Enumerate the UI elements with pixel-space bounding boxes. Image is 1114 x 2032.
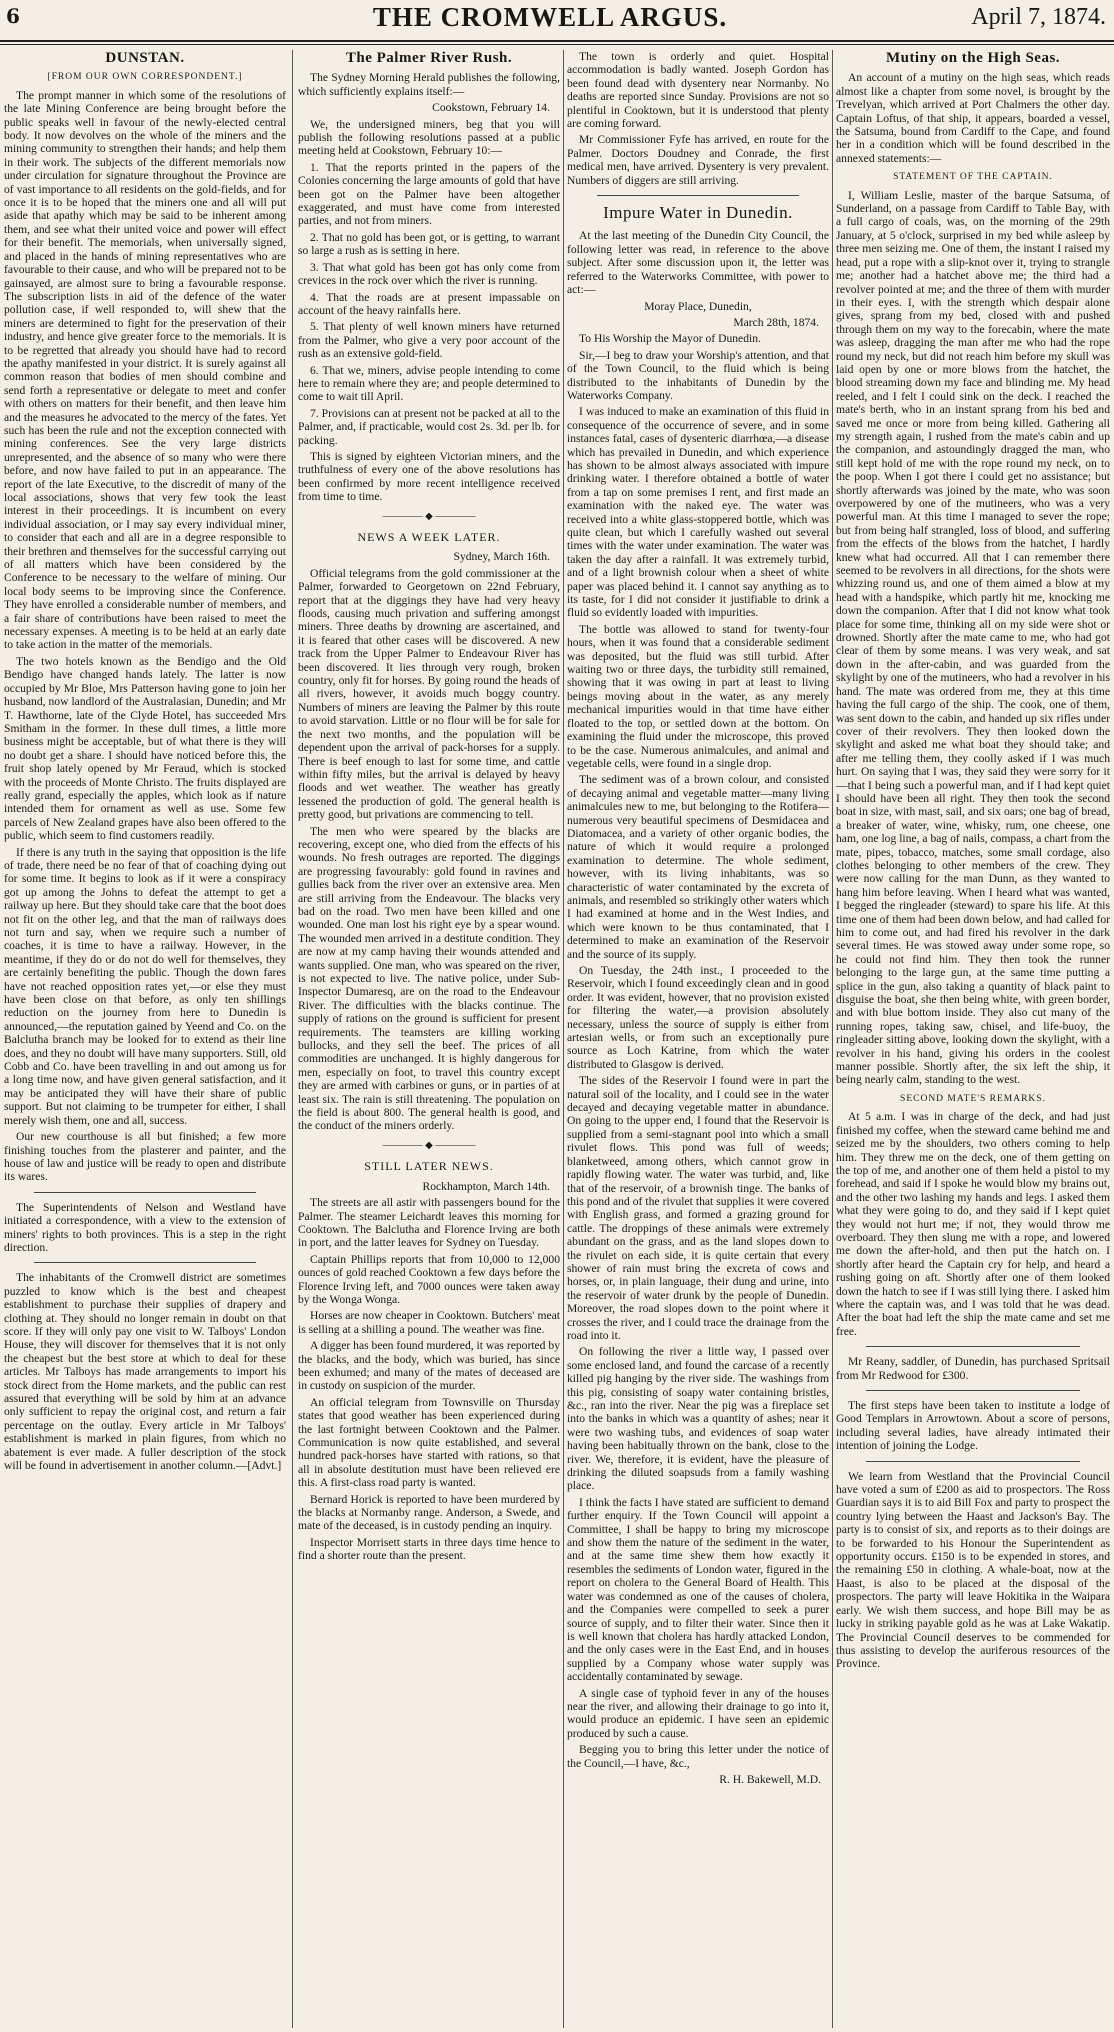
advertisement-notice: The inhabitants of the Cromwell district are sometimes puzzled to know which is the best and cheapest establishment to purchase their supplies of drapery and clothing at. They should no longer remain in doubt on that score. If they will only pay one visit to W. Talboys' London House, they will discover for themselves that it is not only the cheapest but the best store at which to deal for these articles. Mr Talboys has made arrangements to import his stock direct from the Home markets, and the public can rest assured that everything will be sold by him at an advance only sufficient to repay the original cost, and return a fair percentage on the outlay. Every article in Mr Talboys' establishment is marked in plain figures, from which no abatement is ever made. A fuller description of the stock will be found in advertisement in another column.—[Advt.]	[4, 1271, 286, 1473]
section-rule	[866, 1390, 1080, 1391]
article-paragraph: Mr Commissioner Fyfe has arrived, en route for the Palmer. Doctors Doudney and Conrade, the first medical men, have arrived. Dysentery is very prevalent. Numbers of diggers are still arriving.	[567, 133, 829, 187]
newspaper-title: THE CROMWELL ARGUS.	[372, 2, 728, 32]
article-intro: The Sydney Morning Herald publishes the following, which sufficiently explains itself:—	[298, 71, 560, 98]
article-paragraph: The town is orderly and quiet. Hospital accommodation is badly wanted. Joseph Gordon has been found dead with dysentery near Normanby. No deaths are reported since Sunday. Provisions are not so plentiful in Cooktown, but it is understood that plenty are coming forward.	[567, 50, 829, 131]
article-paragraph: Official telegrams from the gold commissioner at the Palmer, forwarded to Georgetown on 22nd February, report that at the diggings they have had very heavy floods, causing much privation and suffering amongst miners. Three deaths by drowning are ascertained, and it is feared that other cases will be discovered. A new track from the Upper Palmer to Endeavour River has been discovered. It lies through very rough, broken country, only fit for horses. By going round the heads of all rivers, however, it avoids much boggy country. Numbers of miners are leaving the Palmer by this route to avoid starvation. Little or no flour will be for sale for the next two months, and the population will be dependent upon the arrival of pack-horses for a supply. There is beef enough to last for some time, and cattle within fifty miles, but the arrival is delayed by heavy floods and wet weather. The weather has greatly lessened the production of gold. The general health is pretty good, but privations are commencing to tell.	[298, 566, 560, 822]
article-paragraph: The two hotels known as the Bendigo and the Old Bendigo have changed hands lately. The latter is now occupied by Mr Bloe, Mrs Patterson having gone to join her husband, now landlord of the Australasian, Dunedin; and Mr T. Hawthorne, late of the Clyde Hotel, has succeeded Mrs Smitham in the former. In these dull times, a little more business might be acceptable, but of what there is they will no doubt get a share. I should have noticed before this, the fruit shop lately opened by Mr Feraud, which is stocked with the proceeds of Monte Christo. The fruits displayed are really grand, especially the apples, which look as if nature intended them for ornament as well as use. Some few parcels of New Zealand grapes have also been offered to the public, which seem to find customers readily.	[4, 654, 286, 843]
masthead-rule	[0, 40, 1114, 42]
section-rule	[34, 1262, 256, 1263]
article-paragraph: We, the undersigned miners, beg that you will publish the following resolutions passed at a public meeting held at Cookstown, February 10:—	[298, 117, 560, 158]
article-intro: An account of a mutiny on the high seas, which reads almost like a chapter from some novel, is brought by the Trevelyan, which arrived at Port Chalmers the other day. Captain Loftus, of that ship, it appears, boarded a vessel, the Satsuma, bound from Cardiff to the Cape, and found her in a condition which will be found described in the annexed statements:—	[836, 71, 1110, 165]
letter-paragraph: The sides of the Reservoir I found were in part the natural soil of the locality, and I could see in the water decayed and decaying vegetable matter in abundance. On going to the upper end, I found that the Reservoir is supplied from a semi-stagnant pool into which a small rivulet flows. This pond was full of weeds; blanketweed, among others, which cannot grow in rapidly flowing water. The water was turbid, and, like that of the reservoir, of a brownish tinge. The banks of this pond and of the rivulet that supplies it were covered with English grass, and formed a grazing ground for cattle. The droppings of these animals were extremely abundant on the grass, and as the land slopes down to the rivulet on each side, it is quite certain that every shower of rain must bring the excreta of cows and horses, or, in plain language, their dung and urine, into the reservoir of water drunk by the people of Dunedin. Moreover, the road slopes down to the point where it crosses the river, and I could trace the drainage from the road into it.	[567, 1074, 829, 1342]
article-heading-palmer: The Palmer River Rush.	[345, 50, 513, 66]
article-paragraph: At 5 a.m. I was in charge of the deck, and had just finished my coffee, when the steward came behind me and seized me by the shoulders, two others coming to help him. They threw me on the deck, one of them getting on the top of me, and another one of them held a pistol to my forehead, and said if I spoke he would blow my brains out, and the other two lashing my hands and legs. I asked them what they were going to do, and they said if I kept quiet they would not hurt me; if not, they would throw me overboard. They then slung me with a rope, and lowered me down the after-hold, and then put the hatch on. I shortly after heard the Captain cry for help, and heard a rushing going on aft. Shortly after one of them looked down the hatch to see if I was still lying there. I asked him where the captain was, and I was told that he was dead. After the boat had left the ship the mate came and set me free.	[836, 1110, 1110, 1338]
letter-paragraph: I was induced to make an examination of this fluid in consequence of the occurrence of severe, and in some instances fatal, cases of dysenteric diarrhœa,—a disease which has prevailed in Dunedin, and which experience has shown to be almost always associated with impure drinking water. I therefore obtained a bottle of water from a tap on some premises I rent, and first made an examination with the naked eye. The water was received into a white glass-stoppered bottle, which was quite clean, but which I carefully washed out several times with the water under examination. The water was taken the day after a rainfall. It was extremely turbid, and of a light brownish colour when a sheet of white paper was placed behind it. I cannot say anything as to its taste, for I did not consider it justifiable to drink a fluid so evidently loaded with impurities.	[567, 405, 829, 620]
letter-paragraph: Sir,—I beg to draw your Worship's attention, and that of the Town Council, to the fluid which is being distributed to the inhabitants of Dunedin by the Waterworks Company.	[567, 348, 829, 402]
dateline: Sydney, March 16th.	[453, 550, 550, 564]
column-4	[836, 50, 1110, 2028]
article-paragraph: Bernard Horick is reported to have been murdered by the blacks at Normanby range. Anderson, a Swede, and mate of the deceased, is in custody pending an inquiry.	[298, 1492, 560, 1533]
letter-paragraph: On following the river a little way, I passed over some enclosed land, and found the carcase of a recently killed pig hanging by the river side. The washings from this pig, consisting of soapy water containing bristles, &c., ran into the river. Near the pig was a fireplace set into the banks in which was a quantity of ashes; near it were two washing tubs, and evidences of soap water having been habitually thrown on the bank, close to the river. We, therefore, it is evident, have the pleasure of drinking the diluted soapsuds from a family washing place.	[567, 1345, 829, 1493]
ornament-divider: ———— ◆ ————	[382, 510, 476, 522]
subheading-second-mate: SECOND MATE'S REMARKS.	[900, 1093, 1046, 1104]
article-heading-dunstan: DUNSTAN.	[105, 50, 185, 66]
letter-salutation: To His Worship the Mayor of Dunedin.	[579, 332, 761, 346]
subheading-news-week-later: NEWS A WEEK LATER.	[357, 530, 501, 544]
article-paragraph: Our new courthouse is all but finished; a few more finishing touches from the plasterer and painter, and the house of law and justice will be ready to open and distribute its wares.	[4, 1130, 286, 1184]
letter-paragraph: The bottle was allowed to stand for twenty-four hours, when it was found that a considerable sediment was deposited, but the fluid was still turbid. After waiting two or three days, the turbidity still remained, showing that it was owing in part at least to living beings moving about in the water, as any merely mechanical impurities would in that time have either floated to the top, or settled down at the bottom. On examining the fluid under the microscope, this proved to be the case. Numerous animalcules, and animal and vegetable cells, were found in a single drop.	[567, 622, 829, 770]
article-paragraph: The men who were speared by the blacks are recovering, except one, who died from the effects of his wounds. No fresh outrages are reported. The diggings are progressing favourably: gold found in ravines and gullies back from the river over an extensive area. Men are still arriving from the Endeavour. The blacks very bad on the road. Two men have been killed and one wounded. One man lost his right eye by a spear wound. The wounded men arrived in a destitute condition. They are now at my camp having their wounds attended and wants supplied. One man, who was speared on the river, is not expected to live. The native police, under Sub-Inspector Dumaresq, are on the road to the Endeavour River. The difficulties with the blacks continue. The supply of rations on the ground is sufficient for present requirements. The teamsters are killing working bullocks, and they sell the beef. The prices of all commodities are unchanged. It is highly dangerous for men, especially on foot, to travel this country except they are armed with carbines or guns, or in parties of at least six. The rain is still threatening. The population on the field is about 800. The general health is good, and the conduct of the miners orderly.	[298, 824, 560, 1133]
letter-signature: R. H. Bakewell, M.D.	[719, 1772, 821, 1786]
byline: [FROM OUR OWN CORRESPONDENT.]	[47, 72, 243, 83]
article-paragraph: The streets are all astir with passengers bound for the Palmer. The steamer Leichardt leaves this morning for Cooktown. The Balclutha and Florence Irving are both in port, and the latter leaves for Sydney on Tuesday.	[298, 1196, 560, 1250]
column-3	[567, 50, 829, 2028]
article-paragraph: Inspector Morrisett starts in three days time hence to find a shorter route than the present.	[298, 1535, 560, 1563]
article-paragraph: Captain Phillips reports that from 10,000 to 12,000 ounces of gold reached Cooktown a few days before the Florence Irving left, and 7000 ounces were taken away by the Wonga Wonga.	[298, 1252, 560, 1306]
issue-date: April 7, 1874.	[971, 4, 1106, 30]
resolution-item: 3. That what gold has been got has only come from crevices in the rock over which the river is running.	[298, 260, 560, 288]
article-paragraph: This is signed by eighteen Victorian miners, and the truthfulness of every one of the above resolutions has been confirmed by more recent intelligence received from time to time.	[298, 449, 560, 504]
article-paragraph: An official telegram from Townsville on Thursday states that good weather has been experienced during the last fortnight between Cooktown and the Palmer. Communication is now quite established, and several hundred pack-horses have started with rations, so that all in absolute destitution must have been relieved ere this. A first-class road party is wanted.	[298, 1395, 560, 1490]
letter-paragraph: The sediment was of a brown colour, and consisted of decaying animal and vegetable matter—many living animalcules new to me, but belonging to the Rotifera—numerous very beautiful specimens of Desmidacea and Diatomacea, and a variety of other organic bodies, the nature of which it would require a prolonged examination to determine. The whole sediment, however, with its living inhabitants, was so characteristic of water contaminated by the excreta of animals, and resembled so strikingly other waters which I had examined at home and in the West Indies, and which were known to be thus contaminated, that I determined to make an examination of the Reservoir and the source of its supply.	[567, 773, 829, 961]
resolution-item: 6. That we, miners, advise people intending to come here to remain where they are; and people determined to come to wait till April.	[298, 363, 560, 404]
section-rule	[34, 1192, 256, 1193]
article-heading-impure-water: Impure Water in Dunedin.	[603, 203, 793, 223]
letter-date: March 28th, 1874.	[733, 315, 819, 329]
letter-address: Moray Place, Dunedin,	[644, 299, 752, 313]
column-divider	[563, 50, 564, 2028]
column-1	[4, 50, 286, 2028]
ornament-divider: ———— ◆ ————	[382, 1139, 476, 1151]
masthead	[0, 0, 1114, 36]
resolution-item: 2. That no gold has been got, or is getting, to warrant so large a rush as is setting in here.	[298, 230, 560, 258]
page-number: 6	[6, 4, 20, 28]
article-paragraph: The prompt manner in which some of the resolutions of the late Mining Conference are being brought before the public speaks well in favour of the newly-elected central body. It now devolves on the whole of the miners and the mining community to strengthen their hands; and help them in their work. The subjects of the different memorials now under circulation for signature throughout the Province are of vast importance to all residents on the gold-fields, and for once it is to be hoped that the miners one and all will put aside that apathy which may be said to be inherent among them, and see what their united voice and power will effect for their benefit. The memorials, when universally signed, and placed in the hands of mining representatives who are favourable to their cause, and who will be prepared not to be gainsayed, are almost sure to bring a favourable response. The subscription lists in aid of the defence of the water pollution case, if well responded to, will shew that the miners are determined to fight for the preservation of their industry, and hence give greater force to the memorials. It is to be regretted that already you should have had to record the apathy manifested in your district. It is surely against all common reason that bodies of men should combine and send forth a representative or delegate to meet and confer with others on matters for their benefit, and then leave him and the measures he advocated to the mercy of the fates. Yet such has been the rule and not the exception connected with mining conferences. See the very large districts unrepresented, and the absence of so many who were there before, and now have failed to put in an appearance. The report of the late Executive, to the discredit of many of the local associations, shows that very few took the least interest in their proceedings. It is incumbent on every individual association, or I may say every individual miner, to consider that each and all are in a degree responsible to their brethren and themselves for the successful carrying out of all matters which have been considered by the Conference to be necessary to the welfare of mining. Our local body seems to be improving since the Conference. They have enrolled a considerable number of members, and a fair share of contributions have been raised to meet the necessary expenses. A meeting is to be held at an early date to take action in the matter of the memorials.	[4, 88, 286, 652]
column-divider	[292, 50, 293, 2028]
article-paragraph: I, William Leslie, master of the barque Satsuma, of Sunderland, on a passage from Cardiff to Table Bay, with a full cargo of coals, was, on the morning of the 29th January, at 5 o'clock, surprised in my bed while asleep by three men seizing me. One of them, the instant I raised my head, put a rope with a slip-knot over it, trying to strangle me; another had a hatchet above me; the third had a revolver pointed at me; and the three of them with murder in their eyes. I, with the strength which despair alone gives, sprang from my bed, closed with and pushed through them on my way to the forecabin, where the mate was asleep, dragging the man after me who had the rope round my neck, but did not reach him before my skull was laid open by one or more blows from the hatchet, the blood streaming down my face and blinding me. My head reeled, and I felt I could sink on the deck. I reached the mate's berth, who in an instant sprang from his bed and saved me once or more from being killed. Gathering all my strength again, I rushed from the mate's cabin and up the companion, and astoundingly dragged the man, who still kept hold of me with the rope round my neck, on to the poop. When I got there I could get no assistance; but shortly afterwards was joined by the mate, who was soon overpowered by one of the mutineers, who was a very powerful man. At this time I managed to sever the rope; but from being half strangled, loss of blood, and suffering from the effects of the blows from the hatchet, I hardly knew what had occurred. All that I can remember there seemed to be revolvers in all directions, for the shots were whizzing round us, and one of them aimed a blow at my head with a handspike, which partly hit me, knocking me down the companion. After that I did not know what took place for some time, thinking all on my side were shot or drowned. Shortly after the mate came to me, who had got clear of them by some means. I was very weak, and sat down in the after-cabin, and was guarded from the skylight by one of the mutineers, who had a revolver in his hand. The mate was ordered from me, they at this time having the full cargo of the ship. The cook, one of them, was sent down to the cabin, and handed up six rifles under cover of their revolvers. They then looked down the skylight and asked me what boat they should take; and after me telling them, they coolly asked if I was much hurt. On saying that I was, they said they were sorry for it—that I being such a powerful man, and if I had kept quiet I should have been all right. They then took the second boat in size, with mast, sail, and six oars; one bag of bread, a breaker of water, wine, whisky, rum, one cheese, one ham, one log line, a bag of nails, compass, a chart from the mate, pipes, tobacco, matches, some small cordage, also clothes belonging to other members of the crew. They were now calling for the man Dunn, as they wanted to hang him before leaving. When I heard what was wanted, I begged the ringleader (steward) to spare his life. At this time one of them had been down below, and had called for him to come out, and had fired his revolver in the dark several times. He was stowed away under some rope, so he could not find him. They then took the runner belonging to the large gun, at the same time putting a splice in the gun, also taking a quantity of black paint to disguise the boat, she then being white, with green border, and with blue bottom inside. They also cut many of the running ropes, taking saw, chisel, and life-buoy, the ringleader sitting above, looking down the skylight, with a revolver in his hand, giving his orders in the coolest manner possible. Shortly after, the six left the ship, it being nearly calm, standing to the west.	[836, 188, 1110, 1087]
column-divider	[832, 50, 833, 2028]
news-item: The Superintendents of Nelson and Westland have initiated a correspondence, with a view to the extension of miners' rights to both provinces. This is a step in the right direction.	[4, 1200, 286, 1254]
letter-paragraph: Begging you to bring this letter under the notice of the Council,—I have, &c.,	[567, 1743, 829, 1770]
letter-paragraph: A single case of typhoid fever in any of the houses near the river, and allowing their drainage to go into it, would produce an epidemic. I have seen an epidemic produced by such a cause.	[567, 1686, 829, 1740]
subheading-still-later-news: STILL LATER NEWS.	[364, 1159, 494, 1174]
dateline: Cookstown, February 14.	[432, 101, 550, 115]
article-paragraph: If there is any truth in the saying that opposition is the life of trade, there need be no fear of that of coaching dying out for some time. It begins to look as if it were a conspiracy got up among the Johns to defeat the attempt to get a railway up here. But they should take care that the boot does not fit on the other leg, and that the man of railways does not turn and say, when we require such a number of coaches, it is time to have a railway. However, in the meantime, if they do or do not do well for themselves, they are certainly benefiting the public. Though the down fares have not reached opposition rates yet,—or else they must have been close on that before, as only ten shillings reduction on the journey from here to Dunedin is announced,—the reputation gained by Yeend and Co. on the Balclutha branch may be looked for to extend as their line does, and they no doubt will have many supporters. Still, old Cobb and Co. have been travelling in and out among us for a long time now, and have given general satisfaction, and it may be anticipated they will have their share of public support. But not claiming to be trumpeter for either, I shall merely wish them, one and all, success.	[4, 845, 286, 1127]
dateline: Rockhampton, March 14th.	[422, 1179, 550, 1193]
subheading-captain-statement: STATEMENT OF THE CAPTAIN.	[893, 172, 1053, 183]
news-item: Mr Reany, saddler, of Dunedin, has purchased Spritsail from Mr Redwood for £300.	[836, 1355, 1110, 1382]
resolution-item: 7. Provisions can at present not be packed at all to the Palmer, and, if practicable, would cost 2s. 3d. per lb. for packing.	[298, 406, 560, 447]
resolution-item: 4. That the roads are at present impassable on account of the heavy rainfalls here.	[298, 290, 560, 317]
news-item: We learn from Westland that the Provincial Council have voted a sum of £200 as aid to prospectors. The Ross Guardian says it is to aid Bill Fox and party to prospect the country lying between the Haast and Jackson's Bay. The party is to consist of six, and reports as to their doings are to be forwarded to his Honour the Superintendent as opportunity occurs. £150 is to be expended in stores, and the remaining £50 in clothing. A whale-boat, now at the Haast, is also to be placed at the disposal of the prospectors. The party will leave Hokitika in the Waipara early. We wish them success, and hope Bill may be as lucky in striking payable gold as he was at Lake Wakatip. The Provincial Council deserves to be commended for thus assisting to develop the auriferous resources of the Province.	[836, 1469, 1110, 1671]
article-intro: At the last meeting of the Dunedin City Council, the following letter was read, in reference to the above subject. After some discussion upon it, the letter was referred to the Waterworks Committee, with power to act:—	[567, 229, 829, 297]
letter-paragraph: I think the facts I have stated are sufficient to demand further enquiry. If the Town Council will appoint a Committee, I shall be happy to bring my microscope and show them the nature of the sediment in the water, and at the same time shew them how exactly it resembles the sediments of London water, figured in the report on cholera to the General Board of Health. This water was condemned as one of the causes of cholera, and the Companies were compelled to seek a purer source of supply, and to filter their water. Since then it is well known that cholera has hardly attacked London, and the only cases were in the East End, and in houses supplied by a Company whose water supply was accidentally contaminated by sewage.	[567, 1495, 829, 1684]
section-rule	[866, 1346, 1080, 1347]
section-rule	[597, 195, 799, 196]
letter-paragraph: On Tuesday, the 24th inst., I proceeded to the Reservoir, which I found exceedingly clean and in good order. It was evident, however, that no provision existed for filtering the water,—a provision absolutely necessary, unless the source of supply is either from artesian wells, or from such an exceptionally pure source as Loch Katrine, from which the water distributed to Glasgow is derived.	[567, 964, 829, 1071]
resolution-item: 5. That plenty of well known miners have returned from the Palmer, who give a very poor account of the rush as an extensive gold-field.	[298, 320, 560, 361]
section-rule	[866, 1461, 1080, 1462]
column-2	[298, 50, 560, 2028]
article-paragraph: A digger has been found murdered, it was reported by the blacks, and the body, which was buried, has since been exhumed; and many of the mates of deceased are in custody on suspicion of the murder.	[298, 1339, 560, 1393]
resolution-item: 1. That the reports printed in the papers of the Colonies concerning the large amounts of gold that have been got on the Palmer have been altogether exaggerated, and must have come from interested parties, and not from miners.	[298, 160, 560, 228]
article-heading-mutiny: Mutiny on the High Seas.	[885, 50, 1061, 66]
masthead-rule-thin	[0, 44, 1114, 45]
news-item: The first steps have been taken to institute a lodge of Good Templars in Arrowtown. About a score of persons, including several ladies, have already intimated their intention of joining the Lodge.	[836, 1399, 1110, 1453]
article-paragraph: Horses are now cheaper in Cooktown. Butchers' meat is selling at a shilling a pound. The weather was fine.	[298, 1309, 560, 1336]
